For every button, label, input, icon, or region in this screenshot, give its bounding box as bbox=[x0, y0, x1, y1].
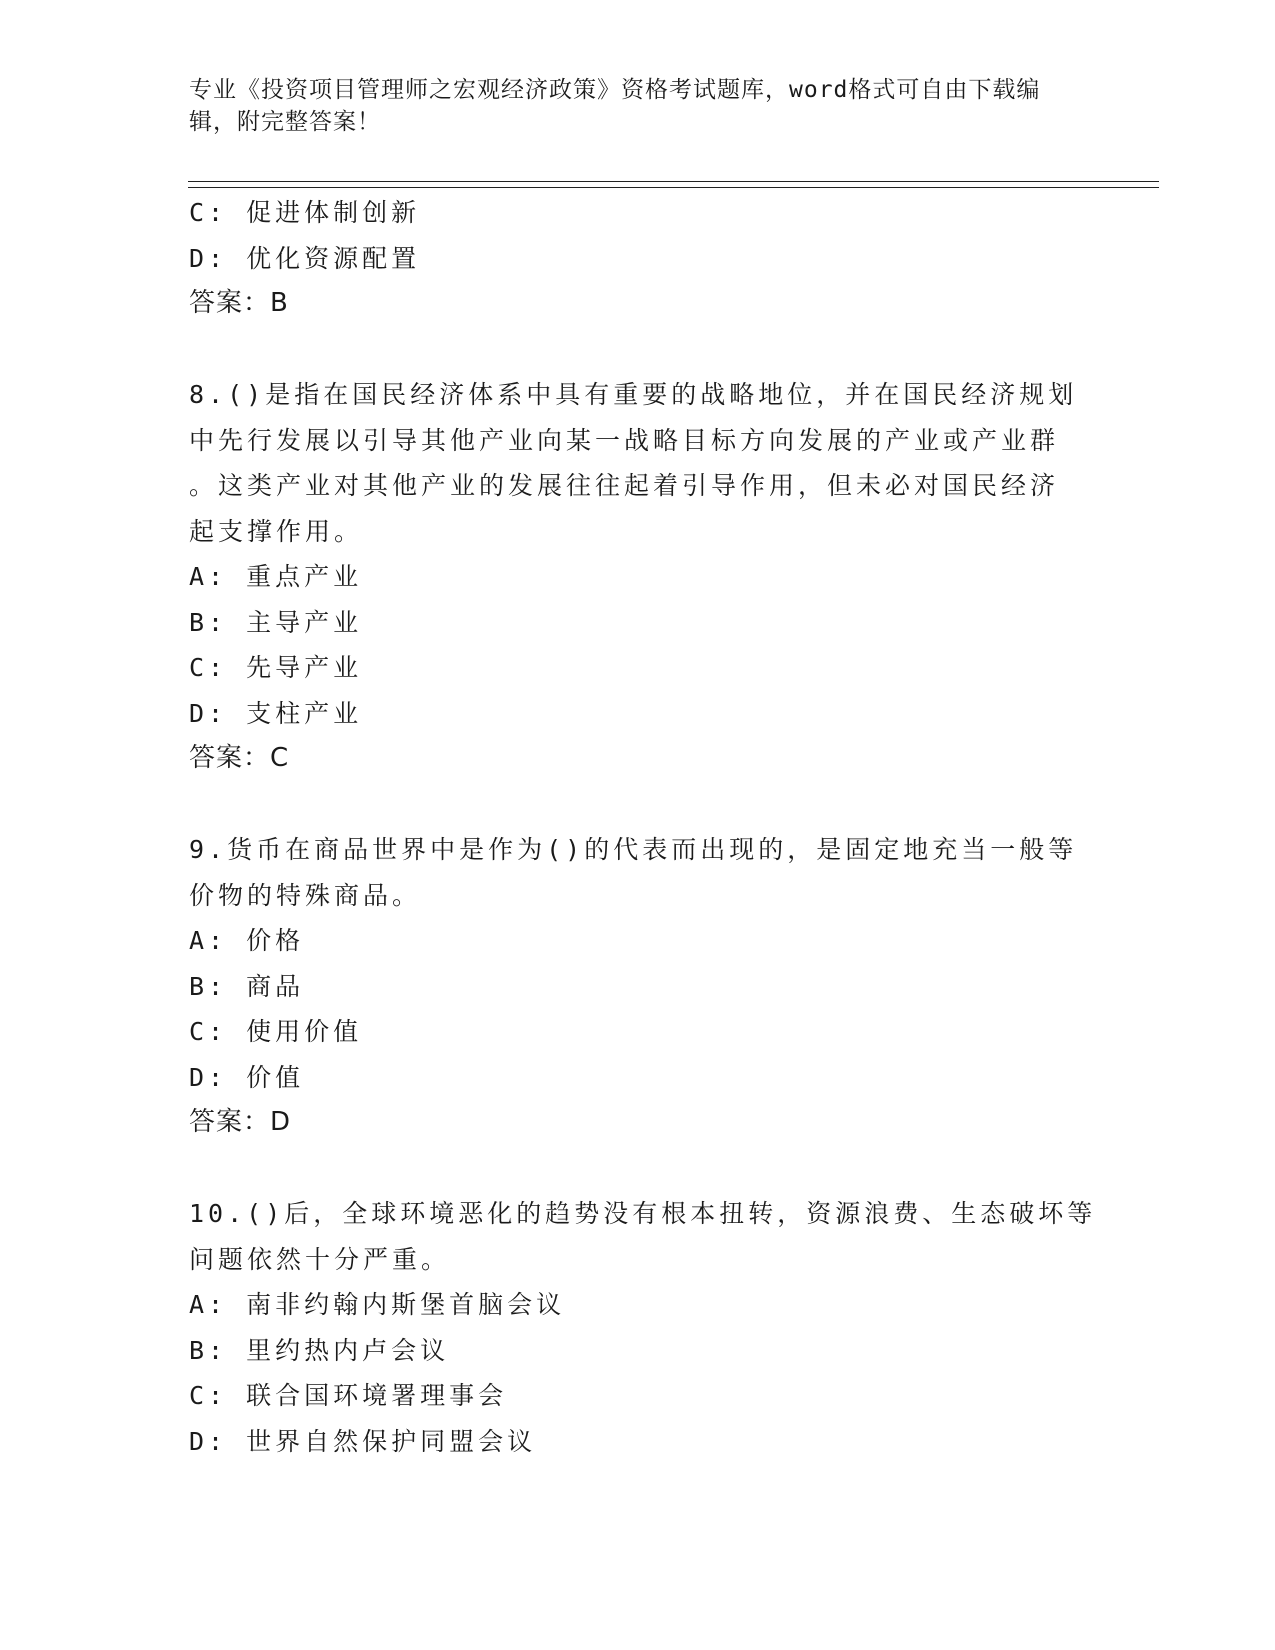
stem-line: 中先行发展以引导其他产业向某一战略目标方向发展的产业或产业群 bbox=[189, 425, 1060, 455]
question-stem bbox=[189, 372, 1089, 554]
option-d: D: 世界自然保护同盟会议 bbox=[189, 1426, 537, 1456]
stem-line: 价物的特殊商品。 bbox=[189, 880, 422, 910]
stem-line: 9.货币在商品世界中是作为()的代表而出现的，是固定地充当一般等 bbox=[189, 835, 1078, 864]
answer-line: 答案：B bbox=[189, 288, 289, 318]
option-b: B: 商品 bbox=[189, 971, 305, 1001]
question-7-tail bbox=[189, 190, 1089, 327]
spacer bbox=[189, 782, 1089, 828]
spacer bbox=[189, 1146, 1089, 1192]
option-c: C: 使用价值 bbox=[189, 1017, 363, 1046]
stem-line: 10.()后，全球环境恶化的趋势没有根本扭转，资源浪费、生态破坏等 bbox=[189, 1199, 1097, 1228]
option-d: D: 价值 bbox=[189, 1062, 305, 1092]
document-body bbox=[189, 190, 1097, 1464]
page-header bbox=[189, 74, 1089, 138]
spacer bbox=[189, 327, 1089, 373]
option-d: D: 支柱产业 bbox=[189, 698, 363, 728]
stem-line: 问题依然十分严重。 bbox=[189, 1244, 451, 1274]
question-8 bbox=[189, 372, 1089, 782]
question-10 bbox=[189, 1191, 1097, 1464]
header-line-2: 辑，附完整答案！ bbox=[189, 109, 381, 135]
option-a: A: 南非约翰内斯堡首脑会议 bbox=[189, 1290, 566, 1319]
option-c: C: 促进体制创新 bbox=[189, 198, 421, 227]
option-b: B: 主导产业 bbox=[189, 607, 363, 637]
header-line-1: 专业《投资项目管理师之宏观经济政策》资格考试题库，word格式可自由下载编 bbox=[189, 77, 1041, 103]
stem-line: 8.()是指在国民经济体系中具有重要的战略地位，并在国民经济规划 bbox=[189, 380, 1078, 409]
answer-line: 答案：D bbox=[189, 1107, 292, 1137]
option-a: A: 价格 bbox=[189, 926, 305, 955]
option-c: C: 先导产业 bbox=[189, 653, 363, 682]
answer-line: 答案：C bbox=[189, 743, 290, 773]
stem-line: 起支撑作用。 bbox=[189, 516, 364, 546]
option-d: D: 优化资源配置 bbox=[189, 243, 421, 273]
stem-line: 。这类产业对其他产业的发展往往起着引导作用，但未必对国民经济 bbox=[189, 471, 1060, 500]
question-9 bbox=[189, 827, 1089, 1146]
question-stem bbox=[189, 1191, 1097, 1282]
option-a: A: 重点产业 bbox=[189, 562, 363, 591]
option-c: C: 联合国环境署理事会 bbox=[189, 1381, 508, 1410]
header-divider bbox=[188, 181, 1159, 188]
question-stem bbox=[189, 827, 1089, 918]
option-b: B: 里约热内卢会议 bbox=[189, 1335, 450, 1365]
